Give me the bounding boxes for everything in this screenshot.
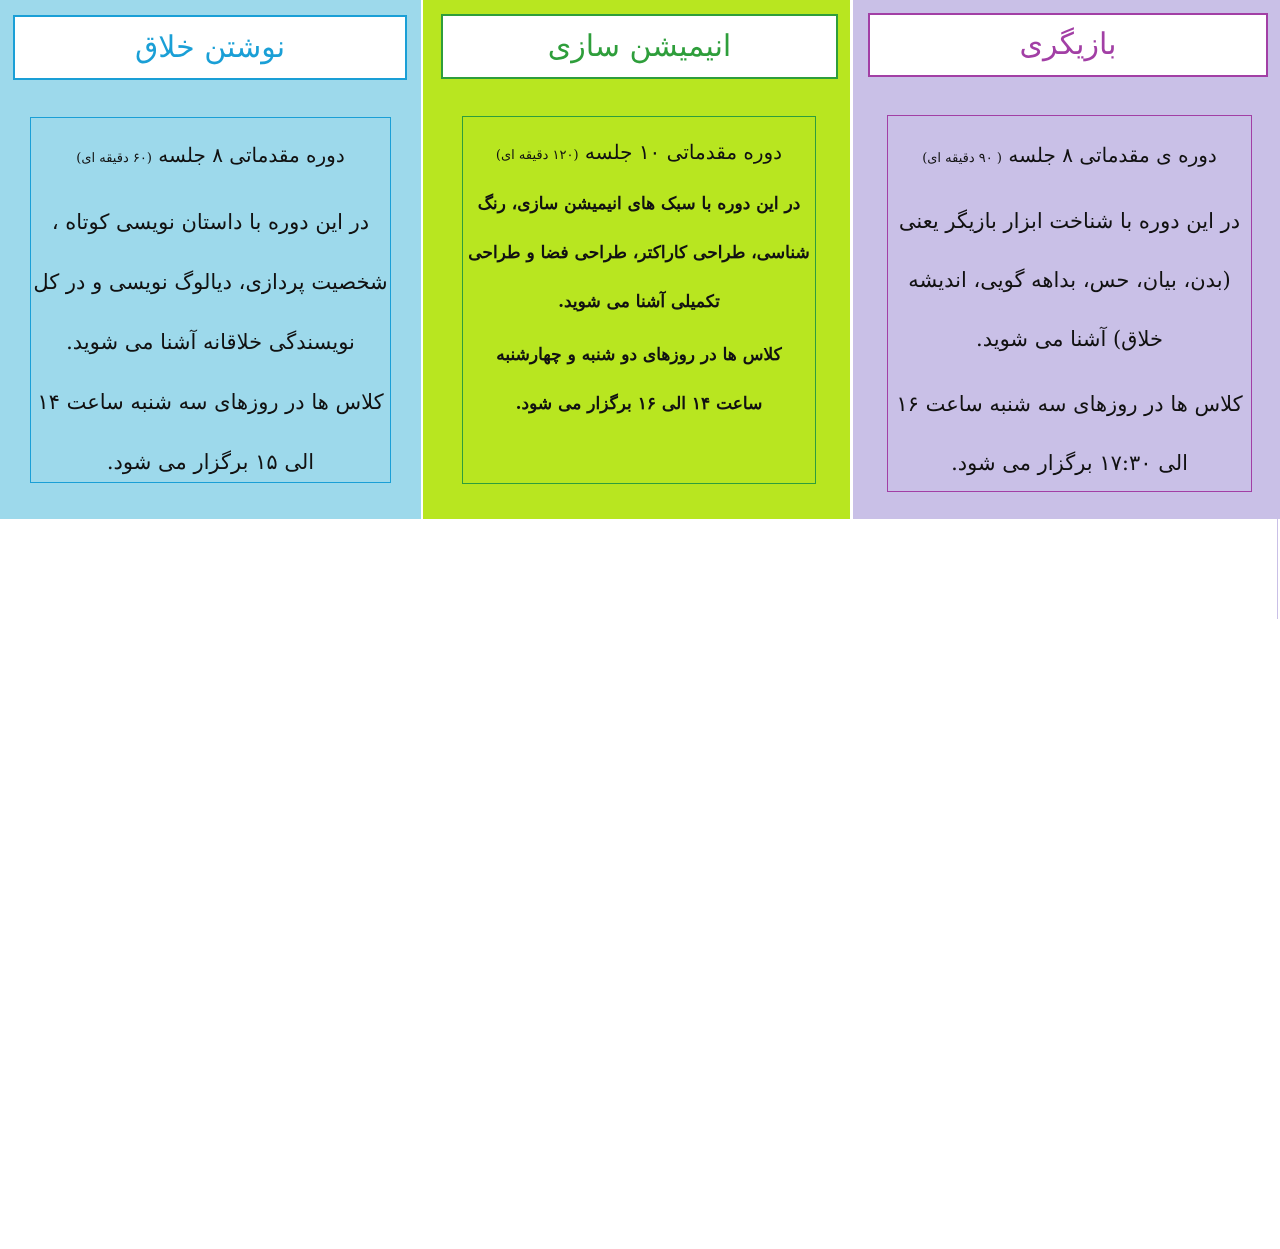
course-session-count: دوره ی مقدماتی ۸ جلسه	[1008, 143, 1217, 167]
schedule-line: ساعت ۱۴ الی ۱۶ برگزار می شود.	[515, 394, 763, 414]
course-column-acting	[853, 0, 1280, 519]
course-session-count: دوره مقدماتی ۸ جلسه	[158, 143, 345, 167]
description-line: خلاق) آشنا می شوید.	[976, 327, 1163, 351]
course-session-duration: ( ۹۰ دقیقه ای)	[922, 151, 1002, 166]
course-description	[31, 192, 390, 492]
course-session-info	[888, 140, 1251, 174]
course-session-duration: (۱۲۰ دقیقه ای)	[495, 148, 579, 163]
schedule-line: الی ۱۷:۳۰ برگزار می شود.	[951, 451, 1188, 475]
course-title: نوشتن خلاق	[134, 29, 286, 65]
course-description-box	[30, 117, 391, 483]
description-line: نویسندگی خلاقانه آشنا می شوید.	[66, 330, 355, 354]
course-title-box	[441, 14, 838, 79]
description-line: در این دوره با داستان نویسی کوتاه ،	[51, 210, 370, 234]
course-title-box	[13, 15, 407, 80]
course-title: بازیگری	[1019, 27, 1117, 62]
description-line: شناسی، طراحی کاراکتر، طراحی فضا و طراحی	[468, 243, 810, 263]
course-description	[463, 180, 815, 429]
course-title: انیمیشن سازی	[547, 28, 732, 64]
description-line: شخصیت پردازی، دیالوگ نویسی و در کل	[33, 270, 388, 294]
course-description-box	[887, 115, 1252, 492]
course-session-info	[31, 140, 390, 174]
course-column-creative-writing	[0, 0, 421, 519]
description-line: در این دوره با سبک های انیمیشن سازی، رنگ	[477, 194, 801, 214]
description-line: (بدن، بیان، حس، بداهه گویی، اندیشه	[908, 268, 1231, 292]
schedule-line: کلاس ها در روزهای سه شنبه ساعت ۱۶	[896, 392, 1243, 416]
course-session-info	[463, 137, 815, 171]
schedule-line: کلاس ها در روزهای سه شنبه ساعت ۱۴	[37, 390, 384, 414]
right-edge-divider	[1277, 519, 1278, 619]
description-line: در این دوره با شناخت ابزار بازیگر یعنی	[898, 209, 1241, 233]
course-description-box	[462, 116, 816, 484]
schedule-line: الی ۱۵ برگزار می شود.	[106, 450, 315, 474]
course-session-count: دوره مقدماتی ۱۰ جلسه	[584, 140, 783, 164]
course-session-duration: (۶۰ دقیقه ای)	[76, 151, 152, 166]
course-description	[888, 192, 1251, 493]
schedule-line: کلاس ها در روزهای دو شنبه و چهارشنبه	[496, 345, 782, 365]
course-title-box	[868, 13, 1268, 77]
course-column-animation	[423, 0, 850, 519]
description-line: تکمیلی آشنا می شوید.	[558, 292, 720, 312]
